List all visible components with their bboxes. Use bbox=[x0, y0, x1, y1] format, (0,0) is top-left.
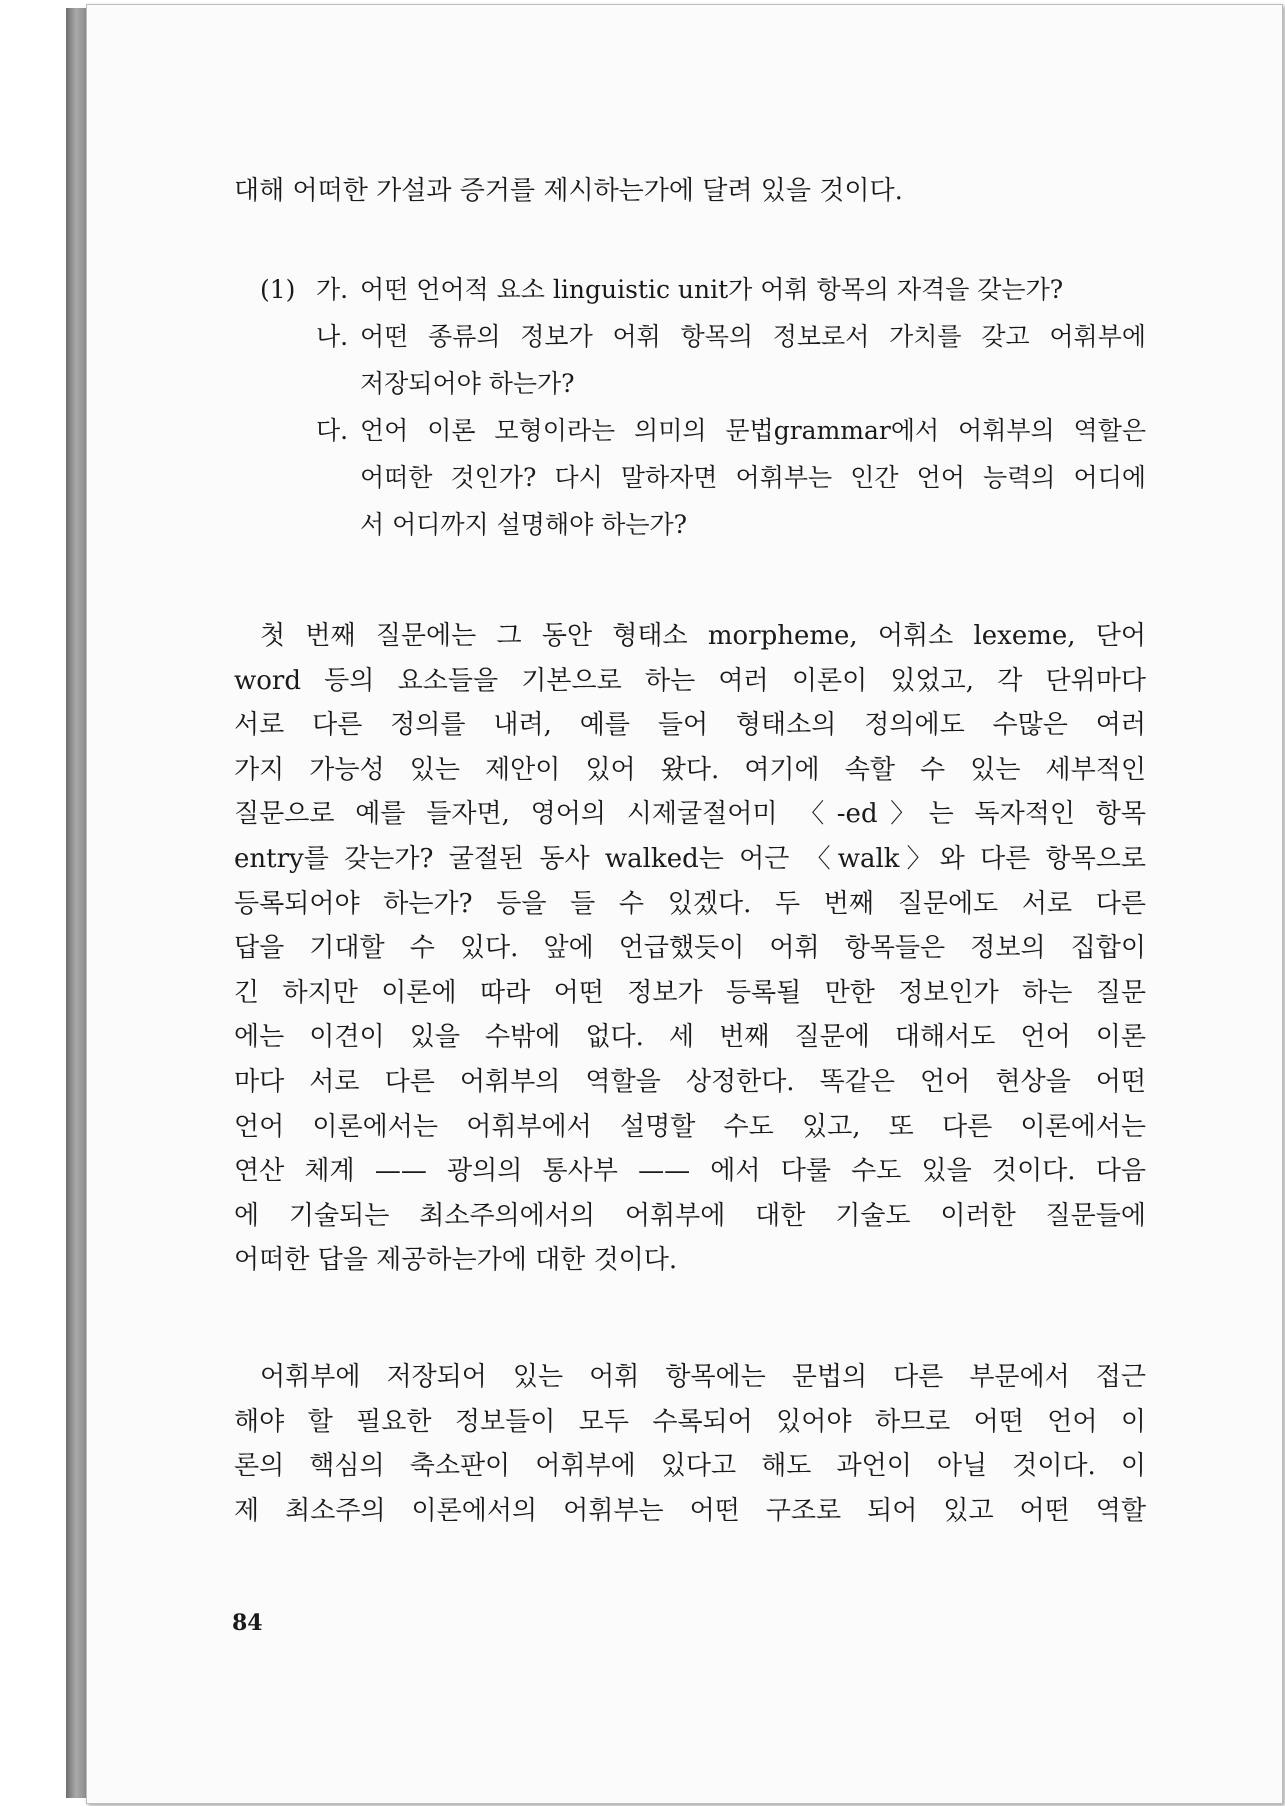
text-line: 어휘부에 저장되어 있는 어휘 항목에는 문법의 다른 부문에서 접근 bbox=[260, 1362, 1146, 1392]
list-item-label: 나. bbox=[316, 322, 349, 351]
list-item-text: 어떤 언어적 요소 linguistic unit가 어휘 항목의 자격을 갖는가? bbox=[360, 275, 1064, 304]
text-line: 첫 번째 질문에는 그 동안 형태소 morpheme, 어휘소 lexeme, 단어 bbox=[260, 621, 1146, 651]
list-item-label: 다. bbox=[316, 416, 349, 445]
list-item-continuation bbox=[260, 360, 1146, 407]
list-item-continuation bbox=[260, 501, 1146, 548]
list-item-text: 어떠한 것인가? 다시 말하자면 어휘부는 인간 언어 능력의 어디에 bbox=[360, 463, 1146, 492]
page-number: 84 bbox=[232, 1610, 263, 1636]
list-item-text: 서 어디까지 설명해야 하는가? bbox=[360, 510, 688, 539]
text-line: 가지 가능성 있는 제안이 있어 왔다. 여기에 속할 수 있는 세부적인 bbox=[234, 754, 1146, 785]
text-line: 등록되어야 하는가? 등을 들 수 있겠다. 두 번째 질문에도 서로 다른 bbox=[234, 888, 1146, 919]
text-line: entry를 갖는가? 굴절된 동사 walked는 어근 〈walk〉와 다른 항목으로 bbox=[234, 843, 1146, 874]
text-line: 제 최소주의 이론에서의 어휘부는 어떤 구조로 되어 있고 어떤 역할 bbox=[234, 1495, 1146, 1526]
body-paragraph-2 bbox=[234, 1355, 1146, 1533]
list-item bbox=[260, 266, 1146, 313]
text-line: 연산 체계 —— 광의의 통사부 —— 에서 다룰 수도 있을 것이다. 다음 bbox=[234, 1156, 1146, 1187]
list-item-text: 어떤 종류의 정보가 어휘 항목의 정보로서 가치를 갖고 어휘부에 bbox=[360, 322, 1146, 351]
text-line: 론의 핵심의 축소판이 어휘부에 있다고 해도 과언이 아닐 것이다. 이 bbox=[234, 1451, 1146, 1482]
text-line: 서로 다른 정의를 내려, 예를 들어 형태소의 정의에도 수많은 여러 bbox=[234, 710, 1146, 741]
intro-paragraph bbox=[234, 169, 1146, 214]
list-number: (1) bbox=[260, 275, 296, 304]
text-line: 해야 할 필요한 정보들이 모두 수록되어 있어야 하므로 어떤 언어 이 bbox=[234, 1406, 1146, 1437]
text-line: 질문으로 예를 들자면, 영어의 시제굴절어미 〈-ed〉는 독자적인 항목 bbox=[234, 799, 1146, 830]
book-spine bbox=[66, 8, 88, 1798]
list-item-label: 가. bbox=[316, 275, 349, 304]
numbered-question-list bbox=[260, 266, 1146, 548]
text-line: 답을 기대할 수 있다. 앞에 언급했듯이 어휘 항목들은 정보의 집합이 bbox=[234, 933, 1146, 964]
text-line: 언어 이론에서는 어휘부에서 설명할 수도 있고, 또 다른 이론에서는 bbox=[234, 1111, 1146, 1142]
list-item-text: 언어 이론 모형이라는 의미의 문법grammar에서 어휘부의 역할은 bbox=[360, 416, 1146, 445]
list-item bbox=[260, 407, 1146, 454]
body-paragraph-1 bbox=[234, 614, 1146, 1283]
text-line: 대해 어떠한 가설과 증거를 제시하는가에 달려 있을 것이다. bbox=[234, 176, 903, 206]
text-line: 에 기술되는 최소주의에서의 어휘부에 대한 기술도 이러한 질문들에 bbox=[234, 1200, 1146, 1231]
text-line: 에는 이견이 있을 수밖에 없다. 세 번째 질문에 대해서도 언어 이론 bbox=[234, 1022, 1146, 1053]
list-item-text: 저장되어야 하는가? bbox=[360, 369, 575, 398]
text-line: 어떠한 답을 제공하는가에 대한 것이다. bbox=[234, 1245, 678, 1276]
text-line: word 등의 요소들을 기본으로 하는 여러 이론이 있었고, 각 단위마다 bbox=[234, 665, 1146, 696]
list-item bbox=[260, 313, 1146, 360]
list-item-continuation bbox=[260, 454, 1146, 501]
text-line: 마다 서로 다른 어휘부의 역할을 상정한다. 똑같은 언어 현상을 어떤 bbox=[234, 1066, 1146, 1097]
text-line: 긴 하지만 이론에 따라 어떤 정보가 등록될 만한 정보인가 하는 질문 bbox=[234, 977, 1146, 1008]
